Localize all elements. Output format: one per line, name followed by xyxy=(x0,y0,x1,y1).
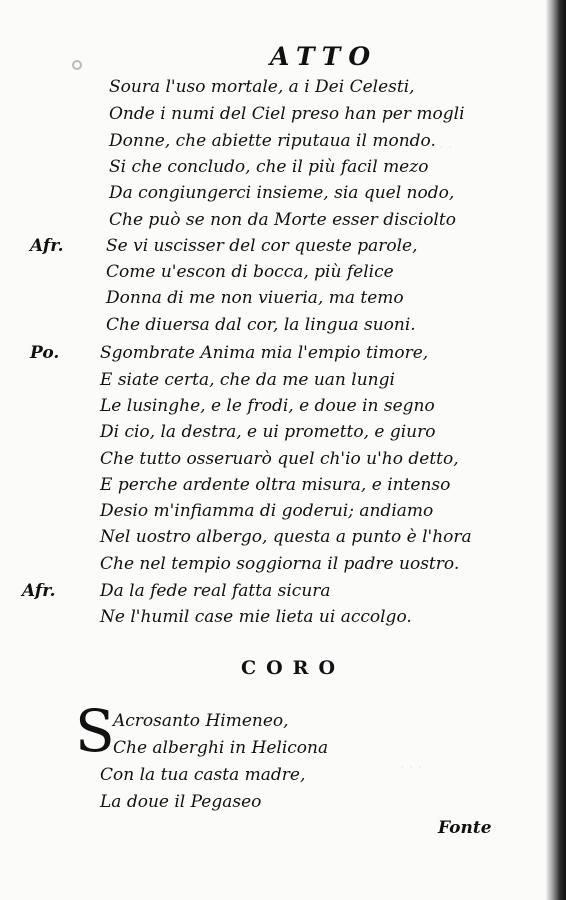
verse-line: Desio m'infiamma di goderui; andiamo xyxy=(100,501,434,521)
verse-line: Che nel tempio soggiorna il padre uostro. xyxy=(100,554,460,574)
verse-line: Che può se non da Morte esser disciolto xyxy=(109,210,456,230)
speaker-label: Po. xyxy=(30,343,60,363)
page-edge-shadow xyxy=(546,0,566,900)
verse-line: Nel uostro albergo, questa a punto è l'hora xyxy=(100,527,472,547)
verse-line: Di cio, la destra, e ui prometto, e giuro xyxy=(100,422,436,442)
speaker-label: Afr. xyxy=(22,581,56,601)
verse-line: Donne, che abiette riputaua il mondo. xyxy=(109,131,436,151)
verse-line: Da la fede real fatta sicura xyxy=(100,581,331,601)
verse-line: Che diuersa dal cor, la lingua suoni. xyxy=(106,315,416,335)
verse-line: Se vi uscisser del cor queste parole, xyxy=(106,236,418,256)
catchword: Fonte xyxy=(438,818,492,838)
verse-line: E siate certa, che da me uan lungi xyxy=(100,370,395,390)
section-heading-coro: CORO xyxy=(241,657,346,679)
verse-line: Che tutto osseruarò quel ch'io u'ho detto, xyxy=(100,449,459,469)
verse-line: Sgombrate Anima mia l'empio timore, xyxy=(100,343,429,363)
verse-line: Donna di me non viueria, ma temo xyxy=(106,288,404,308)
verse-line: Soura l'uso mortale, a i Dei Celesti, xyxy=(109,77,415,97)
verse-line: Si che concludo, che il più facil mezo xyxy=(109,157,429,177)
bleed-through-text: · · · xyxy=(430,140,453,156)
coro-line: Che alberghi in Helicona xyxy=(113,738,329,758)
coro-line: Acrosanto Himeneo, xyxy=(113,711,289,731)
verse-line: Le lusinghe, e le frodi, e doue in segno xyxy=(100,396,435,416)
verse-line: Onde i numi del Ciel preso han per mogli xyxy=(109,104,465,124)
ink-blot-icon xyxy=(72,60,82,70)
verse-line: E perche ardente oltra misura, e intenso xyxy=(100,475,451,495)
speaker-label: Afr. xyxy=(30,236,64,256)
verse-line: Ne l'humil case mie lieta ui accolgo. xyxy=(100,607,412,627)
verse-line: Come u'escon di bocca, più felice xyxy=(106,262,394,282)
coro-line: Con la tua casta madre, xyxy=(100,765,306,785)
running-header: ATTO xyxy=(270,42,379,71)
coro-line: La doue il Pegaseo xyxy=(100,792,262,812)
bleed-through-text: · · · xyxy=(400,760,423,776)
verse-line: Da congiungerci insieme, sia quel nodo, xyxy=(109,183,455,203)
drop-cap-letter: S xyxy=(75,697,115,765)
